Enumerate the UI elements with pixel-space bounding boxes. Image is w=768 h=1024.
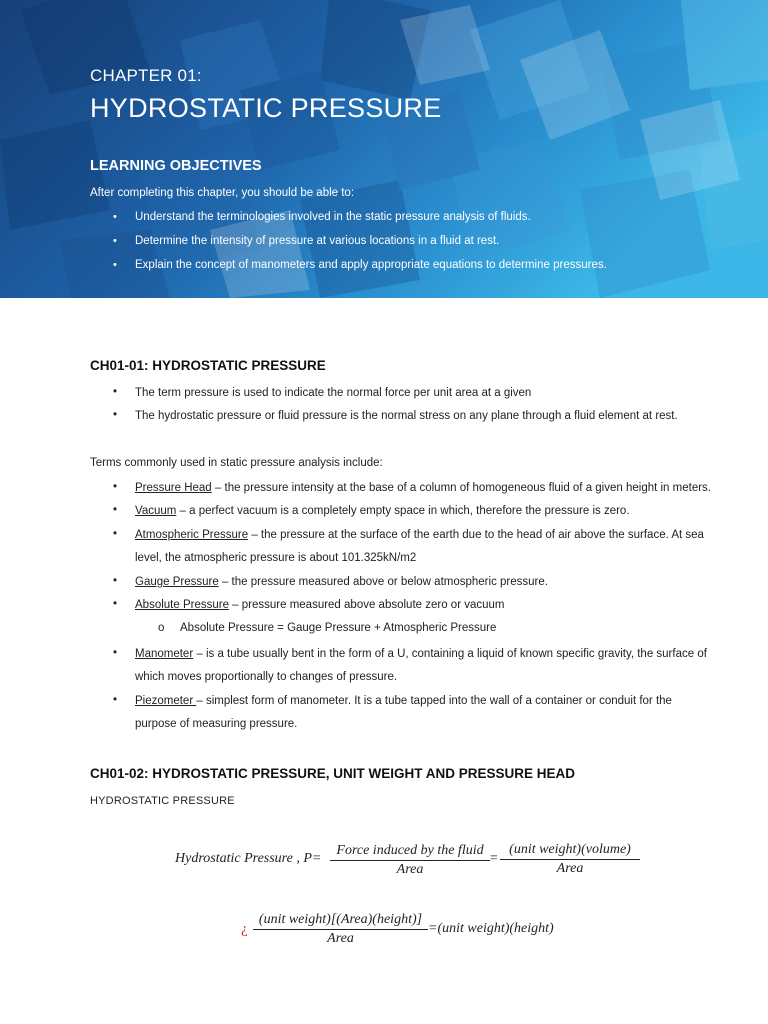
bullet-marker: • xyxy=(113,211,117,223)
term-link[interactable]: Gauge Pressure xyxy=(135,576,219,588)
equation-lhs: Hydrostatic Pressure , P= xyxy=(175,851,322,866)
bullet-marker: • xyxy=(113,386,118,398)
objective-item: • Explain the concept of manometers and apply appropriate equations to determine pressures. xyxy=(113,259,607,271)
objectives-heading: LEARNING OBJECTIVES xyxy=(90,158,262,174)
term-link[interactable]: Vacuum xyxy=(135,505,177,517)
equation-lead-symbol: ¿ xyxy=(241,921,248,937)
term-link[interactable]: Atmospheric Pressure xyxy=(135,529,249,541)
subsection-heading: HYDROSTATIC PRESSURE xyxy=(90,795,235,807)
term-link[interactable]: Piezometer xyxy=(135,695,197,707)
section-heading-unit-weight: CH01-02: HYDROSTATIC PRESSURE, UNIT WEIGHT AND PRESSURE HEAD xyxy=(90,766,576,781)
bullet-marker: • xyxy=(113,598,118,610)
fraction-weight-area-height: (unit weight)[(Area)(height)] Area xyxy=(253,912,428,947)
objectives-intro: After completing this chapter, you should be able to: xyxy=(90,187,355,199)
terms-intro: Terms commonly used in static pressure analysis include: xyxy=(90,457,383,469)
sub-bullet-marker: o xyxy=(158,622,165,634)
chapter-title: HYDROSTATIC PRESSURE xyxy=(90,93,442,123)
bullet-marker: • xyxy=(113,504,118,516)
bullet-marker: • xyxy=(113,259,117,271)
equals-sign: = xyxy=(489,851,499,866)
bullet-marker: • xyxy=(113,409,118,421)
bullet-marker: • xyxy=(113,528,118,540)
bullet-marker: • xyxy=(113,235,117,247)
fraction-weight-volume: (unit weight)(volume) Area xyxy=(500,842,640,877)
chapter-label: CHAPTER 01: xyxy=(90,66,202,85)
bullet-marker: • xyxy=(113,481,118,493)
equation-rhs: =(unit weight)(height) xyxy=(428,921,554,936)
bullet-marker: • xyxy=(113,647,118,659)
objective-item: • Determine the intensity of pressure at various locations in a fluid at rest. xyxy=(113,235,500,247)
term-link[interactable]: Manometer xyxy=(135,648,194,660)
section-heading-hydrostatic-pressure: CH01-01: HYDROSTATIC PRESSURE xyxy=(90,358,326,373)
bullet-marker: • xyxy=(113,575,118,587)
term-link[interactable]: Absolute Pressure xyxy=(135,599,229,611)
fraction-force-area: Force induced by the fluid Area xyxy=(330,843,490,878)
chapter-banner xyxy=(0,0,768,298)
objective-item: • Understand the terminologies involved in the static pressure analysis of fluids. xyxy=(113,211,531,223)
term-link[interactable]: Pressure Head xyxy=(135,482,212,494)
bullet-marker: • xyxy=(113,694,118,706)
objectives-list xyxy=(90,210,607,282)
